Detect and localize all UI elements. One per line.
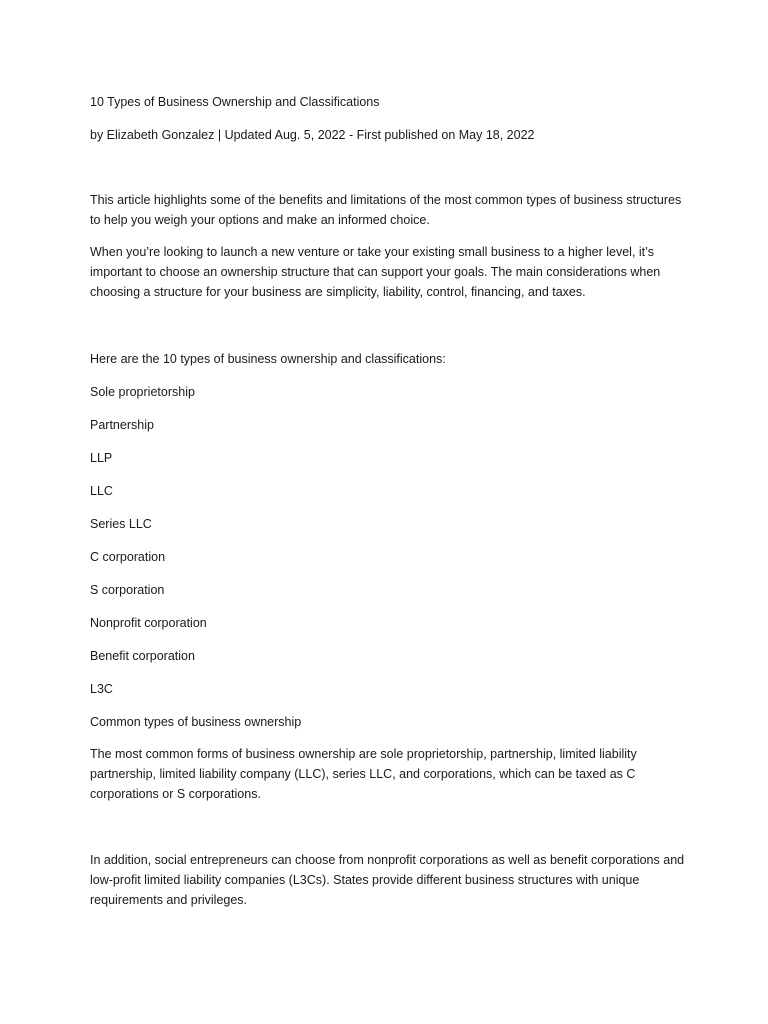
list-item-llp: LLP [90, 451, 113, 465]
list-item-nonprofit-corporation: Nonprofit corporation [90, 616, 207, 630]
list-item-benefit-corporation: Benefit corporation [90, 649, 195, 663]
social-entrepreneurs-paragraph: In addition, social entrepreneurs can choose from nonprofit corporations as well as benefit corporations and low-profit limited liability companies (L3Cs). States provide different business structures with unique requirements and privileges. [90, 853, 685, 907]
common-types-paragraph: The most common forms of business ownership are sole proprietorship, partnership, limited liability partnership, limited liability company (LLC), series LLC, and corporations, which can be taxed as C corporations or S corporations. [90, 747, 637, 801]
list-item-series-llc: Series LLC [90, 517, 152, 531]
list-item-l3c: L3C [90, 682, 113, 696]
author-byline: by Elizabeth Gonzalez | Updated Aug. 5, 2022 - First published on May 18, 2022 [90, 128, 535, 142]
document-title: 10 Types of Business Ownership and Classifications [90, 95, 380, 109]
list-item-llc: LLC [90, 484, 113, 498]
list-item-s-corporation: S corporation [90, 583, 165, 597]
intro-paragraph: This article highlights some of the benefits and limitations of the most common types of business structures to help you weigh your options and make an informed choice. [90, 193, 682, 227]
list-item-sole-proprietorship: Sole proprietorship [90, 385, 195, 399]
list-intro: Here are the 10 types of business ownership and classifications: [90, 352, 446, 366]
considerations-paragraph: When you’re looking to launch a new venture or take your existing small business to a higher level, it’s important to choose an ownership structure that can support your goals. The main considerations when choosing a structure for your business are simplicity, liability, control, financing, and taxes. [90, 245, 661, 299]
list-item-c-corporation: C corporation [90, 550, 166, 564]
list-item-partnership: Partnership [90, 418, 154, 432]
common-types-heading: Common types of business ownership [90, 715, 302, 729]
